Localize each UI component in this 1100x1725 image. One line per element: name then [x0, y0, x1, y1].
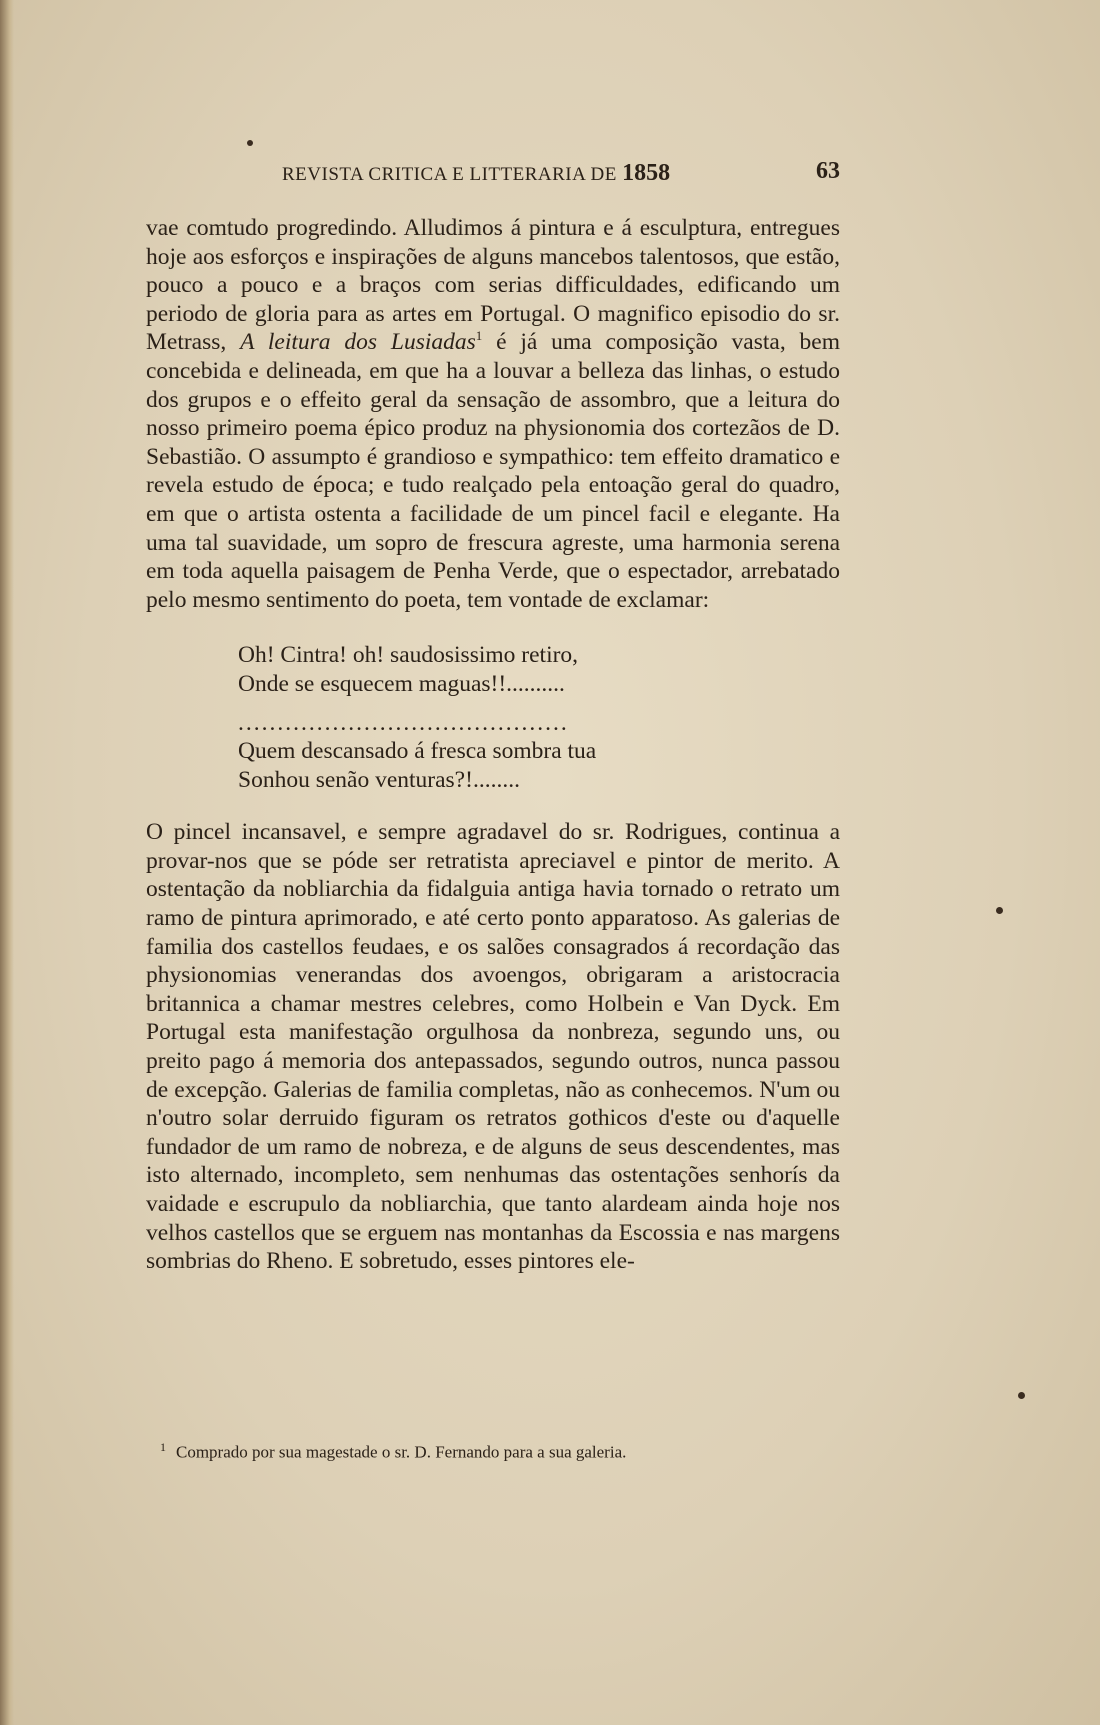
paragraph-1-part-2: é já uma composição vasta, bem concebida e delineada, em que ha a louvar a belleza das linhas, o estudo dos grupos e o effeito geral da sensação de assombro, que a leitura do nosso primeiro poema épico produz na physionomia dos cortezãos de D. Sebastião. O assumpto é grandioso e sympathico: tem effeito dramatico e revela estudo de época; e tudo realçado pela entoação geral do quadro, em que o artista ostenta a facilidade de um pincel facil e elegante. Ha uma tal suavidade, um sopro de frescura agreste, uma harmonia serena em toda aquella paisagem de Penha Verde, que o espectador, arrebatado pelo mesmo sentimento do poeta, tem vontade de exclamar:	[146, 329, 841, 613]
page-number: 63	[816, 158, 840, 184]
ink-speck	[1018, 1392, 1025, 1399]
verse-ellipsis-line: ..........................................	[238, 709, 569, 736]
running-head	[146, 160, 840, 192]
ink-speck	[996, 907, 1003, 914]
page-spine-shadow	[0, 0, 14, 1725]
ink-speck	[247, 140, 253, 146]
verse-gap	[238, 699, 840, 709]
footnote-reference: 1	[475, 328, 483, 344]
running-title-year: 1858	[622, 160, 671, 186]
verse-line-1: Oh! Cintra! oh! saudosissimo retiro,	[238, 642, 579, 669]
footnote	[160, 1440, 626, 1463]
running-title	[282, 160, 670, 187]
footnote-text: Comprado por sua magestade o sr. D. Fernando para a sua galeria.	[176, 1442, 627, 1462]
verse-line-2: Onde se esquecem maguas!!..........	[238, 670, 565, 697]
footnote-mark: 1	[160, 1440, 166, 1454]
paragraph-1	[146, 214, 840, 614]
book-page	[146, 158, 841, 1462]
running-title-text: REVISTA CRITICA E LITTERARIA DE	[282, 164, 617, 185]
verse-line-3: Quem descansado á fresca sombra tua	[238, 738, 597, 765]
italic-work-title: A leitura dos Lusiadas	[240, 329, 476, 356]
verse-line-4: Sonhou senão venturas?!........	[238, 766, 520, 793]
paragraph-1-part-1: vae comtudo progredindo. Alludimos á pintura e á esculptura, entregues hoje aos esforços e inspirações de alguns mancebos talentosos, que estão, pouco a pouco e a braços com serias difficuldades, edificando um periodo de gloria para as artes em Portugal. O magnifico episodio do sr. Metrass,	[146, 215, 840, 356]
paragraph-2: O pincel incansavel, e sempre agradavel do sr. Rodrigues, continua a provar-nos que se póde ser retratista apreciavel e pintor de merito. A ostentação da nobliarchia da fidalguia antiga havia tornado o retrato um ramo de pintura aprimorado, e até certo ponto apparatoso. As galerias de familia dos castellos feudaes, e os salões consagrados á recordação das physionomias venerandas dos avoengos, obrigaram a aristocracia britannica a chamar mestres celebres, como Holbein e Van Dyck. Em Portugal esta manifestação orgulhosa da nonbreza, segundo uns, ou preito pago á memoria dos antepassados, segundo outros, nunca passou de excepção. Galerias de familia completas, não as conhecemos. N'um ou n'outro solar derruido figuram os retratos gothicos d'este ou d'aquelle fundador de um ramo de nobreza, e de alguns de seus descendentes, mas isto alternado, incompleto, sem nenhumas das ostentações senhorís da vaidade e escrupulo da nobliarchia, que tanto alardeam ainda hoje nos velhos castellos que se erguem nas montanhas da Escossia e nas margens sombrias do Rheno. E sobretudo, esses pintores ele-	[146, 819, 840, 1275]
verse-quotation	[238, 641, 840, 794]
